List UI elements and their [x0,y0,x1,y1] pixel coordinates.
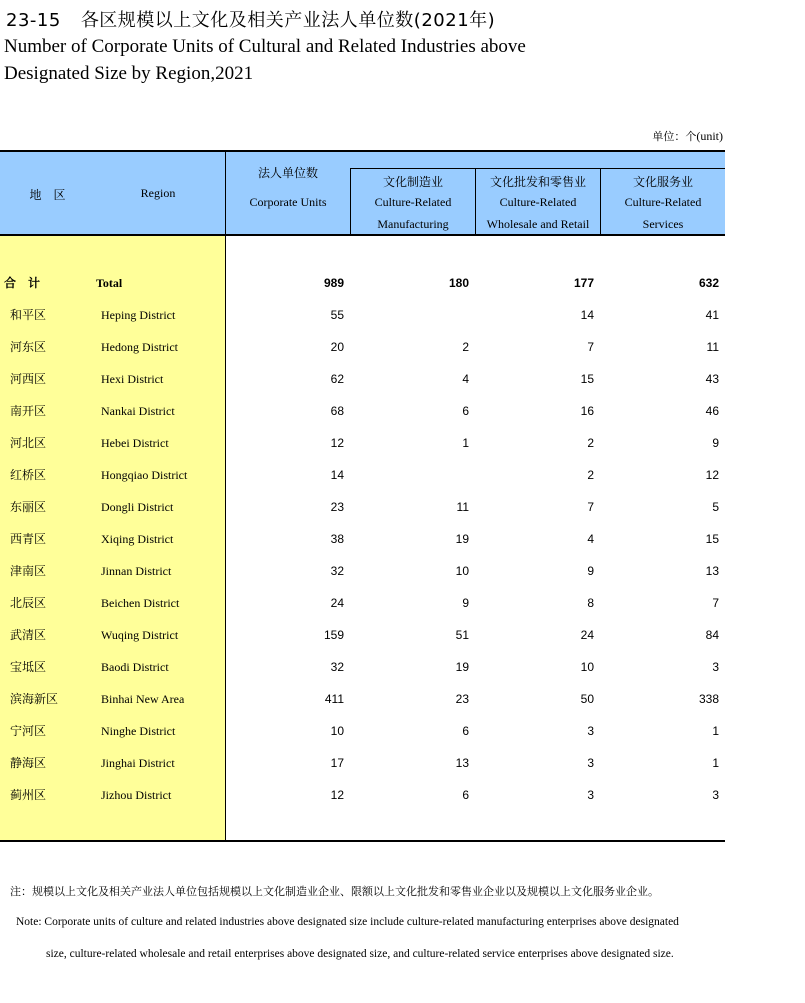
header-svc-cn: 文化服务业 [632,175,693,189]
table-row [0,788,725,820]
mfg-value: 13 [455,756,469,770]
title-english-line1: Number of Corporate Units of Cultural and Related Industries above [4,36,526,57]
svc-value: 84 [705,628,719,642]
title-cn-text: 各区规模以上文化及相关产业法人单位数(2021年) [80,10,496,31]
svc-value: 41 [705,308,719,322]
region-cn: 宝坻区 [10,660,47,674]
table-top-border [0,150,725,152]
mfg-value: 9 [462,596,469,610]
total-svc: 632 [698,276,719,290]
title-english-line2: Designated Size by Region,2021 [4,63,254,84]
corp-value: 24 [330,596,344,610]
region-cn: 河西区 [10,372,47,386]
header-whl-en2: Wholesale and Retail [486,217,590,231]
note-english-line2: size, culture-related wholesale and retail enterprises above designated size, and culture-related service enterprises above designated size. [46,948,674,960]
whl-value: 4 [587,532,594,546]
whl-value: 24 [580,628,594,642]
corp-value: 62 [330,372,344,386]
corp-value: 411 [324,692,344,706]
mfg-value: 6 [462,404,469,418]
region-en: Dongli District [101,500,174,514]
corp-value: 32 [330,660,344,674]
table-row [0,660,725,692]
header-region-en: Region [140,186,176,200]
mfg-value: 6 [462,788,469,802]
svc-value: 7 [712,596,719,610]
table-row [0,500,725,532]
region-cn: 西青区 [10,532,47,546]
total-corp: 989 [323,276,344,290]
whl-value: 14 [580,308,594,322]
region-en: Beichen District [101,596,180,610]
whl-value: 15 [580,372,594,386]
table-row [0,436,725,468]
svc-value: 13 [705,564,719,578]
region-en: Hedong District [101,340,178,354]
mfg-value: 51 [455,628,469,642]
unit-en: (unit) [696,129,723,143]
unit-label [652,128,723,144]
svc-value: 3 [712,788,719,802]
region-cn: 滨海新区 [10,692,59,706]
corp-value: 12 [330,788,344,802]
whl-value: 50 [580,692,594,706]
title-chinese [6,6,495,32]
table-row [0,692,725,724]
table-row [0,404,725,436]
whl-value: 3 [587,788,594,802]
mfg-value: 1 [462,436,469,450]
region-en: Ninghe District [101,724,176,738]
whl-value: 10 [580,660,594,674]
table-row [0,628,725,660]
svc-value: 9 [712,436,719,450]
subheader-top-border [350,168,725,169]
region-cn: 武清区 [10,628,47,642]
whl-value: 3 [587,756,594,770]
region-en: Xiqing District [101,532,174,546]
whl-value: 16 [580,404,594,418]
region-cn: 东丽区 [10,500,47,514]
region-en: Jinnan District [101,564,172,578]
corp-value: 17 [330,756,344,770]
table-row [0,532,725,564]
region-en: Binhai New Area [101,692,185,706]
svc-value: 11 [706,340,719,354]
svc-value: 3 [712,660,719,674]
table-row [0,372,725,404]
header-corp-cn: 法人单位数 [257,166,318,180]
region-cn: 河北区 [10,436,47,450]
svc-value: 1 [712,756,719,770]
header-corp-en: Corporate Units [249,195,327,209]
header-bottom-border [0,234,725,236]
region-cn: 和平区 [10,308,47,322]
table-row [0,596,725,628]
table-number: 23-15 [6,10,61,31]
region-en: Wuqing District [101,628,179,642]
header-whl-cn: 文化批发和零售业 [489,175,586,189]
svc-value: 46 [705,404,719,418]
header-svc-en1: Culture-Related [624,195,702,209]
header-mfg-en2: Manufacturing [377,217,449,231]
table-bottom-border [0,840,725,842]
header-region-cn: 地 区 [29,188,66,202]
corp-value: 32 [330,564,344,578]
corp-value: 23 [330,500,344,514]
region-en: Nankai District [101,404,175,418]
svc-value: 43 [705,372,719,386]
corp-value: 20 [330,340,344,354]
table-row [0,756,725,788]
total-whl: 177 [573,276,594,290]
table-row [0,308,725,340]
region-cn: 静海区 [10,756,47,770]
svc-value: 15 [705,532,719,546]
table-row [0,564,725,596]
total-label-cn: 合 计 [4,276,41,290]
whl-value: 7 [587,500,594,514]
mfg-value: 23 [455,692,469,706]
mfg-value: 6 [462,724,469,738]
region-en: Hebei District [101,436,169,450]
mfg-value: 19 [455,660,469,674]
region-cn: 宁河区 [10,724,47,738]
note-chinese: 注：规模以上文化及相关产业法人单位包括规模以上文化制造业企业、限额以上文化批发和零售业企业以及规模以上文化服务业企业。 [10,885,659,898]
svc-value: 1 [712,724,719,738]
region-en: Hongqiao District [101,468,188,482]
svc-value: 5 [712,500,719,514]
mfg-value: 4 [462,372,469,386]
corp-value: 159 [323,628,344,642]
whl-value: 7 [587,340,594,354]
corp-value: 68 [330,404,344,418]
note-english-line1: Note: Corporate units of culture and related industries above designated size include culture-related manufacturing enterprises above designated [16,916,679,928]
region-cn: 津南区 [10,564,47,578]
corp-value: 38 [330,532,344,546]
table-row [0,468,725,500]
whl-value: 8 [587,596,594,610]
mfg-value: 11 [456,500,469,514]
header-mfg-cn: 文化制造业 [382,175,443,189]
data-table [0,150,725,842]
corp-value: 55 [330,308,344,322]
region-en: Heping District [101,308,176,322]
total-label-en: Total [96,276,123,290]
svc-value: 338 [698,692,719,706]
mfg-value: 19 [455,532,469,546]
region-cn: 南开区 [10,404,47,418]
region-en: Hexi District [101,372,164,386]
unit-cn: 单位：个 [652,130,697,143]
region-en: Jinghai District [101,756,175,770]
header-svc-en2: Services [642,217,684,231]
region-cn: 红桥区 [10,468,47,482]
region-cn: 北辰区 [10,596,47,610]
corp-value: 14 [330,468,344,482]
corp-value: 10 [330,724,344,738]
region-cn: 蓟州区 [10,788,47,802]
header-whl-en1: Culture-Related [499,195,577,209]
total-mfg: 180 [448,276,469,290]
region-en: Jizhou District [101,788,172,802]
region-en: Baodi District [101,660,169,674]
header-mfg-en1: Culture-Related [374,195,452,209]
whl-value: 3 [587,724,594,738]
whl-value: 9 [587,564,594,578]
total-row [0,276,725,308]
mfg-value: 2 [462,340,469,354]
whl-value: 2 [587,436,594,450]
table-row [0,724,725,756]
region-cn: 河东区 [10,340,47,354]
whl-value: 2 [587,468,594,482]
corp-value: 12 [330,436,344,450]
table-row [0,340,725,372]
svc-value: 12 [705,468,719,482]
mfg-value: 10 [455,564,469,578]
